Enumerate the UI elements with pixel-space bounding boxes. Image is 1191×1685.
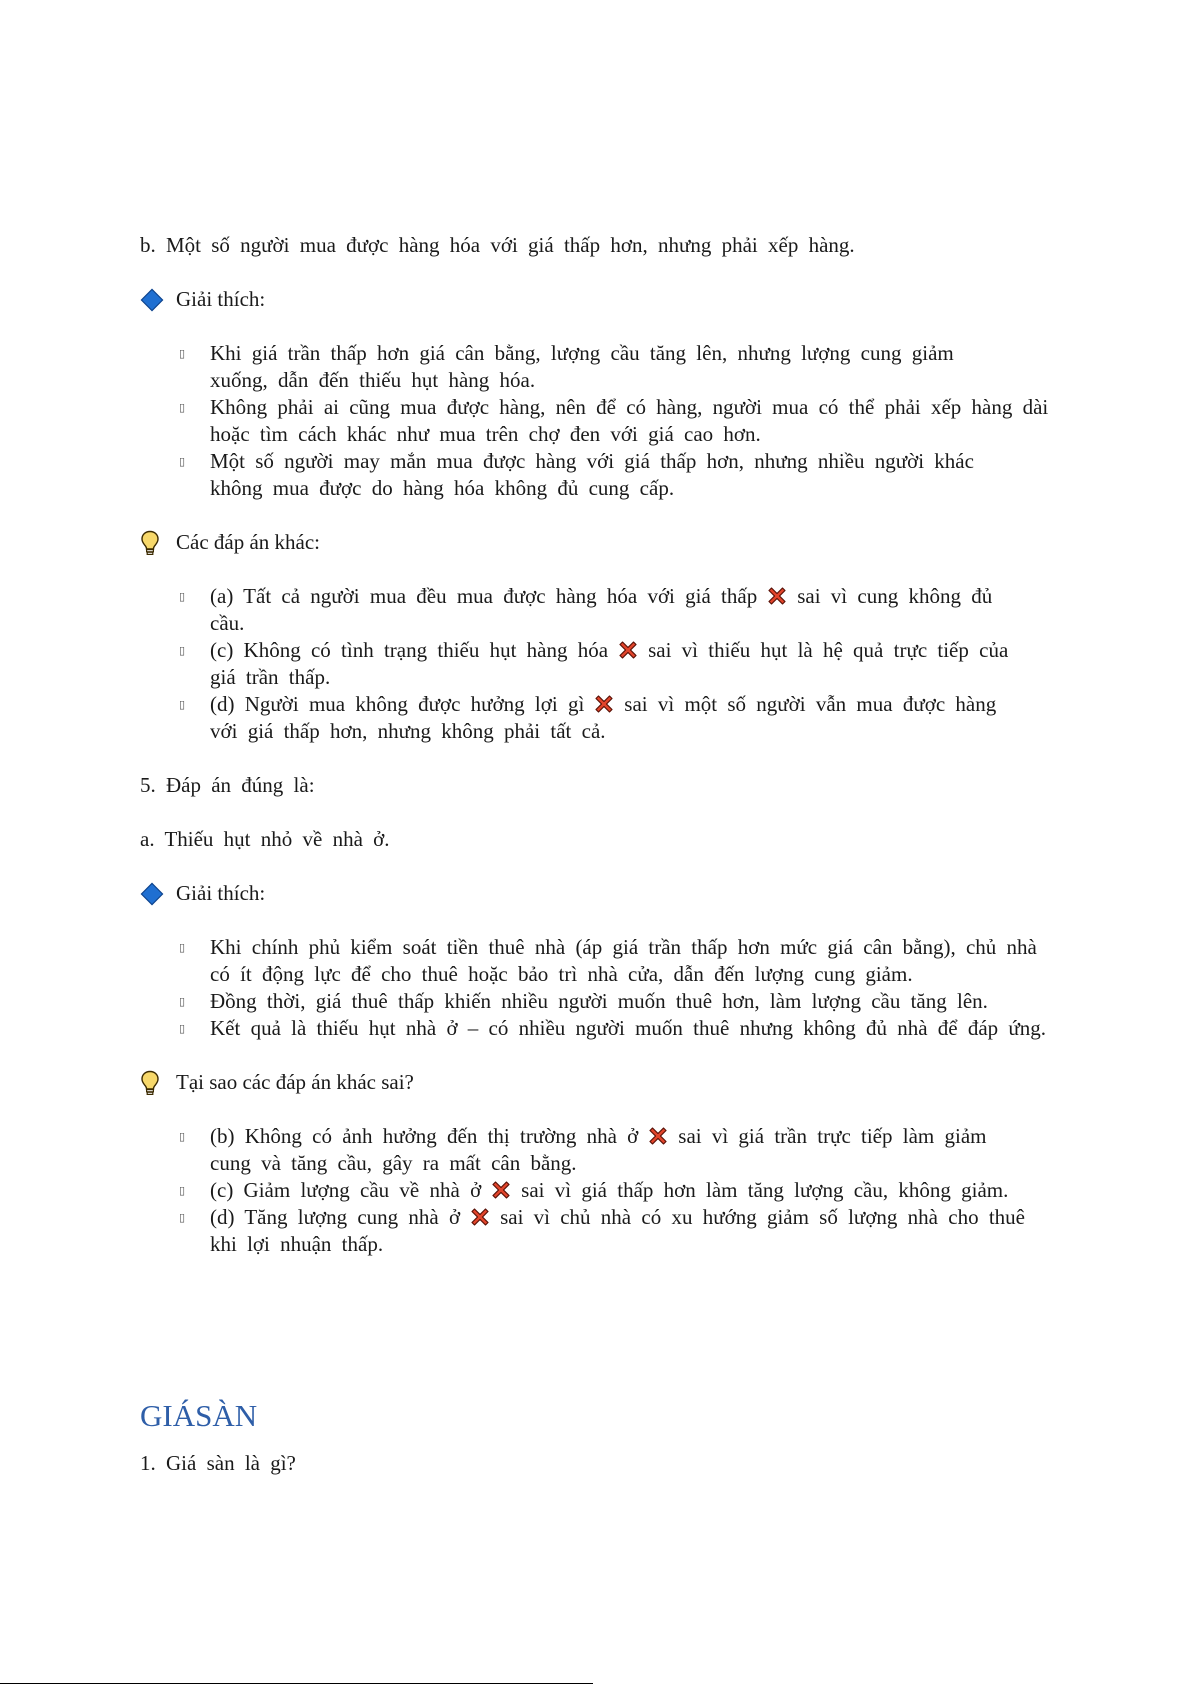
explain-heading-label: Giải thích: [176, 287, 266, 311]
list-item: ▯ Khi giá trần thấp hơn giá cân bằng, lượng cầu tăng lên, nhưng lượng cung giảm xuống, dẫn đến thiếu hụt hàng hóa. [140, 340, 1150, 394]
explain-heading-b [140, 286, 1150, 313]
list-item: ▯ Khi chính phủ kiểm soát tiền thuê nhà (áp giá trần thấp hơn mức giá cân bằng), chủ nhà có ít động lực để cho thuê hoặc bảo trì nhà cửa, dẫn đến lượng cung giảm. [140, 934, 1150, 988]
list-item: ▯ (d) Người mua không được hưởng lợi gì sai vì một số người vẫn mua được hàng với giá thấp hơn, nhưng không phải tất cả. [140, 691, 1150, 745]
question-5-title: 5. Đáp án đúng là: [140, 773, 315, 797]
other-heading-label: Tại sao các đáp án khác sai? [176, 1070, 414, 1094]
cross-mark-icon [616, 638, 640, 662]
bullet-marker: ▯ [178, 1130, 186, 1143]
footer-rule [0, 1683, 593, 1684]
list-item: ▯ Một số người may mắn mua được hàng với giá thấp hơn, nhưng nhiều người khác không mua được do hàng hóa không đủ cung cấp. [140, 448, 1150, 502]
answer-5: a. Thiếu hụt nhỏ về nhà ở. [140, 827, 390, 851]
explain-list-5 [140, 934, 1150, 1042]
bullet-marker: ▯ [178, 941, 186, 954]
bullet-marker: ▯ [178, 590, 186, 603]
document-content [140, 232, 1150, 1285]
list-item: ▯ (a) Tất cả người mua đều mua được hàng hóa với giá thấp sai vì cung không đủ cầu. [140, 583, 1150, 637]
list-item: ▯ Không phải ai cũng mua được hàng, nên để có hàng, người mua có thể phải xếp hàng dài hoặc tìm cách khác như mua trên chợ đen với giá cao hơn. [140, 394, 1150, 448]
section-title: GIÁSÀN [140, 1398, 258, 1433]
bullet-marker: ▯ [178, 644, 186, 657]
lightbulb-icon [140, 529, 168, 556]
section-question: 1. Giá sàn là gì? [140, 1451, 296, 1475]
other-list-5 [140, 1123, 1150, 1258]
answer-b: b. Một số người mua được hàng hóa với giá thấp hơn, nhưng phải xếp hàng. [140, 233, 855, 257]
cross-mark-icon [468, 1205, 492, 1229]
cross-mark-icon [592, 692, 616, 716]
list-item: ▯ Kết quả là thiếu hụt nhà ở – có nhiều người muốn thuê nhưng không đủ nhà để đáp ứng. [140, 1015, 1150, 1042]
bullet-marker: ▯ [178, 995, 186, 1008]
bullet-marker: ▯ [178, 401, 186, 414]
list-item: ▯ (c) Giảm lượng cầu về nhà ở sai vì giá thấp hơn làm tăng lượng cầu, không giảm. [140, 1177, 1150, 1204]
other-heading-b [140, 529, 1150, 556]
list-item: ▯ (d) Tăng lượng cung nhà ở sai vì chủ nhà có xu hướng giảm số lượng nhà cho thuê khi lợi nhuận thấp. [140, 1204, 1150, 1258]
list-item: ▯ (c) Không có tình trạng thiếu hụt hàng hóa sai vì thiếu hụt là hệ quả trực tiếp của giá trần thấp. [140, 637, 1150, 691]
cross-mark-icon [646, 1124, 670, 1148]
diamond-icon [140, 880, 168, 907]
explain-list-b [140, 340, 1150, 502]
lightbulb-icon [140, 1069, 168, 1096]
cross-mark-icon [765, 584, 789, 608]
bullet-marker: ▯ [178, 698, 186, 711]
diamond-icon [140, 286, 168, 313]
list-item: ▯ (b) Không có ảnh hưởng đến thị trường nhà ở sai vì giá trần trực tiếp làm giảm cung và tăng cầu, gây ra mất cân bằng. [140, 1123, 1150, 1177]
cross-mark-icon [489, 1178, 513, 1202]
other-heading-label: Các đáp án khác: [176, 530, 321, 554]
other-list-b [140, 583, 1150, 745]
bullet-marker: ▯ [178, 347, 186, 360]
bullet-marker: ▯ [178, 1022, 186, 1035]
explain-heading-5 [140, 880, 1150, 907]
bullet-marker: ▯ [178, 455, 186, 468]
explain-heading-label: Giải thích: [176, 881, 266, 905]
list-item: ▯ Đồng thời, giá thuê thấp khiến nhiều người muốn thuê hơn, làm lượng cầu tăng lên. [140, 988, 1150, 1015]
bullet-marker: ▯ [178, 1211, 186, 1224]
bullet-marker: ▯ [178, 1184, 186, 1197]
other-heading-5 [140, 1069, 1150, 1096]
